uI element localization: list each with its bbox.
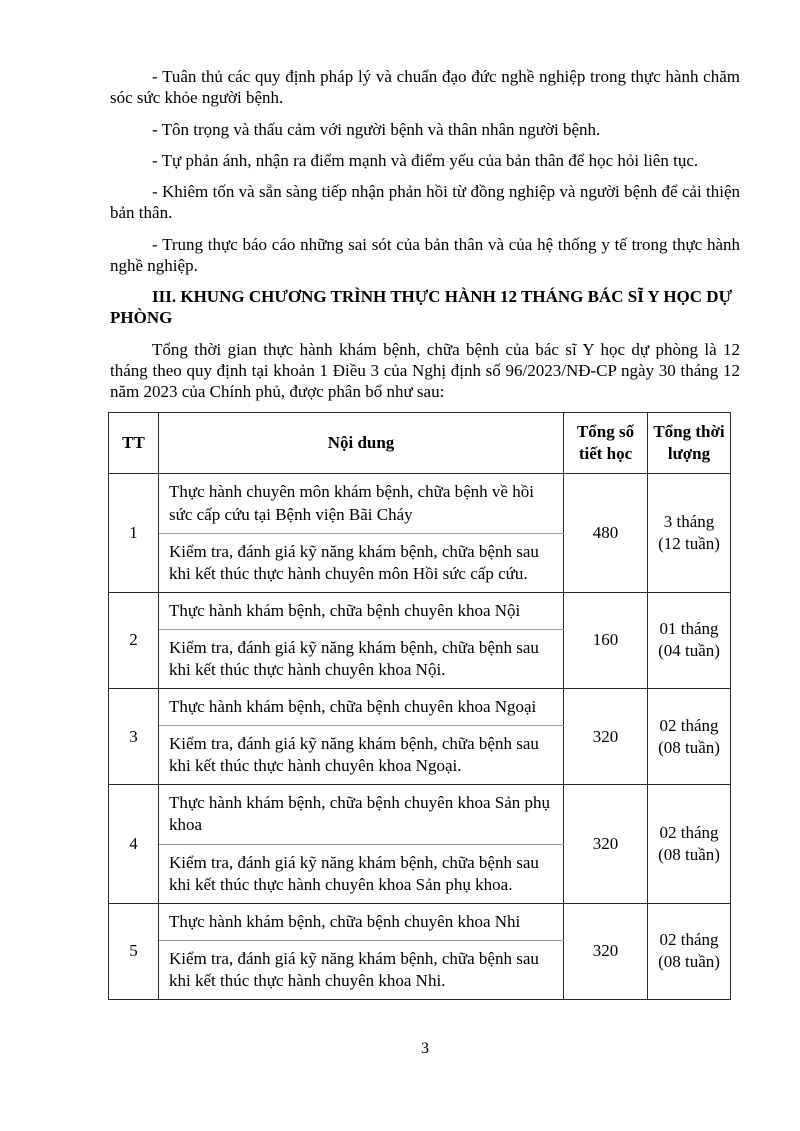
header-noi-dung: Nội dung xyxy=(159,413,564,474)
paragraph-ethics-compliance: - Tuân thủ các quy định pháp lý và chuẩn đạo đức nghề nghiệp trong thực hành chăm sóc sức khỏe người bệnh. xyxy=(110,67,740,108)
table-row xyxy=(109,689,731,726)
duration-months: 01 tháng xyxy=(659,619,719,639)
duration-months: 3 tháng xyxy=(663,512,715,532)
table-row xyxy=(109,785,731,844)
duration-weeks: (08 tuần) xyxy=(658,952,720,972)
row-index: 2 xyxy=(109,592,159,688)
row-index: 3 xyxy=(109,689,159,785)
row-total-periods: 160 xyxy=(564,592,648,688)
header-tong-thoi-luong: Tổng thời lượng xyxy=(648,413,731,474)
duration-weeks: (08 tuần) xyxy=(658,737,720,757)
intro-paragraph: Tổng thời gian thực hành khám bệnh, chữa bệnh của bác sĩ Y học dự phòng là 12 tháng theo quy định tại khoản 1 Điều 3 của Nghị định số 96/2023/NĐ-CP ngày 30 tháng 12 năm 2023 của Chính phủ, được phân bổ như sau: xyxy=(110,339,740,401)
row-activity: Thực hành khám bệnh, chữa bệnh chuyên khoa Nhi xyxy=(159,903,564,940)
duration-weeks: (12 tuần) xyxy=(658,534,720,554)
row-index: 1 xyxy=(109,474,159,592)
row-activity: Thực hành chuyên môn khám bệnh, chữa bệnh về hồi sức cấp cứu tại Bệnh viện Bãi Cháy xyxy=(159,474,564,533)
row-assessment: Kiểm tra, đánh giá kỹ năng khám bệnh, chữa bệnh sau khi kết thúc thực hành chuyên môn Hồi sức cấp cứu. xyxy=(159,533,564,592)
row-index: 5 xyxy=(109,903,159,999)
row-assessment: Kiểm tra, đánh giá kỹ năng khám bệnh, chữa bệnh sau khi kết thúc thực hành chuyên khoa Nội. xyxy=(159,629,564,688)
duration-months: 02 tháng xyxy=(659,930,719,950)
row-total-periods: 320 xyxy=(564,785,648,903)
section-heading: III. KHUNG CHƯƠNG TRÌNH THỰC HÀNH 12 THÁNG BÁC SĨ Y HỌC DỰ PHÒNG xyxy=(110,287,733,328)
paragraph-self-reflection: - Tự phản ánh, nhận ra điểm mạnh và điểm yếu của bản thân để học hỏi liên tục. xyxy=(152,150,699,170)
document-content xyxy=(110,66,740,1000)
paragraph-respect-empathy: - Tôn trọng và thấu cảm với người bệnh và thân nhân người bệnh. xyxy=(152,119,601,139)
row-assessment: Kiểm tra, đánh giá kỹ năng khám bệnh, chữa bệnh sau khi kết thúc thực hành chuyên khoa Nhi. xyxy=(159,940,564,999)
row-duration xyxy=(648,474,731,592)
table-header-row xyxy=(109,413,731,474)
row-total-periods: 480 xyxy=(564,474,648,592)
paragraph-humility-feedback: - Khiêm tốn và sẵn sàng tiếp nhận phản hồi từ đồng nghiệp và người bệnh để cải thiện bản thân. xyxy=(110,182,740,223)
row-duration xyxy=(648,903,731,999)
duration-months: 02 tháng xyxy=(659,822,719,842)
table-row xyxy=(109,903,731,940)
duration-weeks: (04 tuần) xyxy=(658,641,720,661)
row-activity: Thực hành khám bệnh, chữa bệnh chuyên khoa Sản phụ khoa xyxy=(159,785,564,844)
row-assessment: Kiểm tra, đánh giá kỹ năng khám bệnh, chữa bệnh sau khi kết thúc thực hành chuyên khoa Ngoại. xyxy=(159,726,564,785)
row-total-periods: 320 xyxy=(564,903,648,999)
page-number: 3 xyxy=(421,1040,429,1057)
row-total-periods: 320 xyxy=(564,689,648,785)
row-assessment: Kiểm tra, đánh giá kỹ năng khám bệnh, chữa bệnh sau khi kết thúc thực hành chuyên khoa Sản phụ khoa. xyxy=(159,844,564,903)
row-duration xyxy=(648,592,731,688)
row-duration xyxy=(648,689,731,785)
header-tt: TT xyxy=(109,413,159,474)
row-duration xyxy=(648,785,731,903)
row-index: 4 xyxy=(109,785,159,903)
duration-weeks: (08 tuần) xyxy=(658,845,720,865)
table-row xyxy=(109,592,731,629)
header-tong-so-tiet-hoc: Tổng số tiết học xyxy=(564,413,648,474)
paragraph-honest-reporting: - Trung thực báo cáo những sai sót của bản thân và của hệ thống y tế trong thực hành nghề nghiệp. xyxy=(110,234,740,275)
row-activity: Thực hành khám bệnh, chữa bệnh chuyên khoa Ngoại xyxy=(159,689,564,726)
duration-months: 02 tháng xyxy=(659,715,719,735)
curriculum-table xyxy=(108,412,731,1000)
row-activity: Thực hành khám bệnh, chữa bệnh chuyên khoa Nội xyxy=(159,592,564,629)
table-row xyxy=(109,474,731,533)
